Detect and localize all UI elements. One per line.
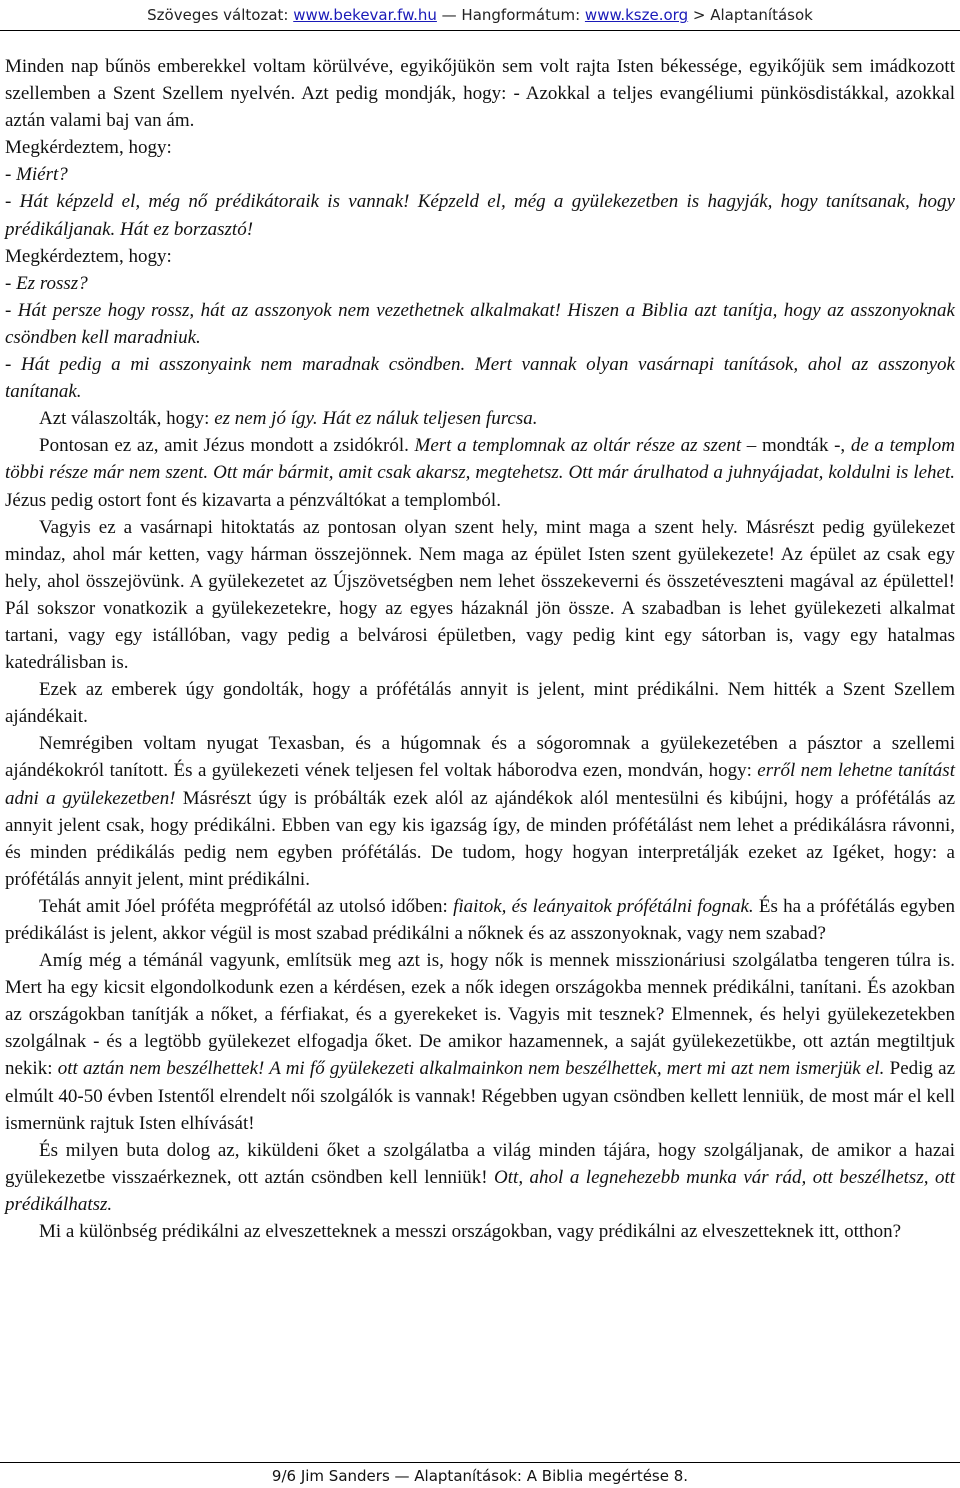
paragraph-8 xyxy=(5,1137,955,1218)
paragraph-1 xyxy=(5,53,955,134)
paragraph-7-part-a: Amíg még a témánál vagyunk, említsük meg azt is, hogy nők is mennek misszionáriusi szolgálatba tengeren túlra is. Mert ha egy kicsit elgondolkodunk ezen a kérdésen, ezek a nők idegen országokba mennek prédikálni, tanítani. És azokban az országokban tanítják a nőket, a férfiakat, és a gyerekeket is. Vagyis mit tesznek? Elmennek, és helyi gyülekezetekben szolgálnak - és a legtöbb gyülekezet elfogadja őket. De amikor hazamennek, a saját gyülekezetükbe, ott aztán megtiltjuk nekik: xyxy=(5,950,955,1080)
paragraph-7-quote: ott aztán nem beszélhettek! A mi fő gyülekezeti alkalmainkon nem beszélhettek, mert mi azt nem ismerjük el. xyxy=(57,1058,885,1080)
paragraph-8-quote: Ott, ahol a legnehezebb munka vár rád, ott beszélhetsz, ott prédikálhatsz. xyxy=(5,1166,956,1215)
paragraph-9-text: Mi a különbség prédikálni az elveszetteknek a messzi országokban, vagy prédikálni az elveszetteknek itt, otthon? xyxy=(39,1221,902,1243)
document-body xyxy=(5,53,955,1245)
paragraph-7 xyxy=(5,947,955,1137)
page-header xyxy=(0,0,960,30)
paragraph-2 xyxy=(5,432,955,513)
footer-divider xyxy=(0,1462,960,1463)
dialogue-line-4 xyxy=(5,243,955,270)
paragraph-2-part-a: Pontosan ez az, amit Jézus mondott a zsidókról. xyxy=(39,435,415,457)
paragraph-5-quote: erről nem lehetne tanítást adni a gyülekezetben! xyxy=(5,760,955,809)
paragraph-3-text: Vagyis ez a vasárnapi hitoktatás az pontosan olyan szent hely, mint maga a szent hely. Másrészt pedig gyülekezet mindaz, ahol már ketten, vagy hárman összejönnek. Nem maga az épület Isten szent gyülekezete! Az épület az csak egy hely, ahol összejövünk. A gyülekezetet az Újszövetségben nem lehet összekeverni és összetéveszteni magával az épülettel! Pál sokszor vonatkozik a gyülekezetekre, hogy az egyes házaknál jön össze. A szabadban is lehet gyülekezeti alkalmat tartani, vagy egy istállóban, vagy pedig a belvárosi épületben, vagy pedig kint egy sátorban is, vagy egy hatalmas katedrálisban is. xyxy=(5,516,955,674)
paragraph-5-part-a: Nemrégiben voltam nyugat Texasban, és a húgomnak és a sógoromnak a gyülekezetében a pásztor a szellemi ajándékokról tanított. És a gyülekezeti vének teljesen fel voltak háborodva ezen, mondván, hogy: xyxy=(5,733,955,782)
paragraph-4 xyxy=(5,676,955,730)
paragraph-6-quote: fiaitok, és leányaitok prófétálni fognak. xyxy=(453,895,754,917)
header-suffix: > Alaptanítások xyxy=(688,6,813,24)
paragraph-8-part-a: És milyen buta dolog az, kiküldeni őket a szolgálatba a világ minden tájára, hogy szolgáljanak, de amikor a hazai gyülekezetbe visszaérkeznek, ott aztán csöndben kell lenniük! xyxy=(5,1139,955,1188)
paragraph-2-part-d: de a templom többi része már nem szent. Ott már bármit, amit csak akarsz, megtehetsz. Ott már árulhatod a juhnyájadat, koldulni is lehet. xyxy=(5,435,956,484)
dialogue-line-2 xyxy=(5,161,955,188)
paragraph-5-part-b: Másrészt úgy is próbálták ezek alól az ajándékok alól mentesülni és kibújni, hogy a prófétálás az annyit jelent csak, hogy prédikálni. Ebben van egy kis igazság így, de minden prófétálást nem lehet a prédikálásra rávonni, és minden prédikálás pedig nem egyben prófétálás. De tudom, hogy hogyan interpretálják ezeket az Igéket, hogy: a prófétálás annyit jelent, mint prédikálni. xyxy=(5,787,956,890)
ksze-link[interactable]: www.ksze.org xyxy=(584,6,689,24)
paragraph-1-text: Minden nap bűnös emberekkel voltam körülvéve, egyikőjükön sem volt rajta Isten békessége, egyikőjük sem imádkozott szellemben a Szent Szellem nyelvén. Azt pedig mondják, hogy: - Azokkal a teljes evangéliumi pünkösdistákkal, azokkal aztán valami baj van ám. xyxy=(5,56,955,132)
dialogue-line-8 xyxy=(5,405,955,432)
paragraph-6 xyxy=(5,893,955,947)
paragraph-4-text: Ezek az emberek úgy gondolták, hogy a prófétálás annyit is jelent, mint prédikálni. Nem hitték a Szent Szellem ajándékait. xyxy=(5,679,955,728)
header-prefix: Szöveges változat: xyxy=(147,6,294,24)
dialogue-line-1-text: Megkérdeztem, hogy: xyxy=(5,137,172,159)
dialogue-line-8-quote: ez nem jó így. Hát ez náluk teljesen furcsa. xyxy=(214,408,538,430)
dialogue-line-3 xyxy=(5,188,955,242)
dialogue-line-6 xyxy=(5,297,955,351)
header-divider xyxy=(0,30,960,31)
dialogue-line-2-text: - Miért? xyxy=(5,164,68,186)
paragraph-2-part-c: mondták -, xyxy=(756,435,851,457)
dialogue-line-4-text: Megkérdeztem, hogy: xyxy=(5,245,172,267)
paragraph-6-part-b: És ha a prófétálás egyben prédikálást is jelent, akkor végül is most szabad prédikálni a nőknek és az asszonyoknak, vagy nem szabad? xyxy=(5,895,955,944)
paragraph-2-part-b: Mert a templomnak az oltár része az szent – xyxy=(414,435,757,457)
paragraph-9 xyxy=(5,1218,955,1245)
dialogue-line-5-text: - Ez rossz? xyxy=(5,272,88,294)
bekevar-link[interactable]: www.bekevar.fw.hu xyxy=(293,6,437,24)
dialogue-line-5 xyxy=(5,270,955,297)
dialogue-line-8-lead: Azt válaszolták, hogy: xyxy=(39,408,215,430)
dialogue-line-6-text: - Hát persze hogy rossz, hát az asszonyok nem vezethetnek alkalmakat! Hiszen a Biblia azt tanítja, hogy az asszonyoknak csöndben kell maradniuk. xyxy=(5,299,955,348)
paragraph-2-part-e: Jézus pedig ostort font és kizavarta a pénzváltókat a templomból. xyxy=(5,489,501,511)
header-middle: — Hangformátum: xyxy=(436,6,585,24)
dialogue-line-7 xyxy=(5,351,955,405)
page-footer: 9/6 Jim Sanders — Alaptanítások: A Biblia megértése 8. xyxy=(271,1467,689,1485)
dialogue-line-3-text: - Hát képzeld el, még nő prédikátoraik is vannak! Képzeld el, még a gyülekezetben is hagyják, hogy tanítsanak, hogy prédikáljanak. Hát ez borzasztó! xyxy=(5,191,955,240)
paragraph-7-part-b: Pedig az elmúlt 40-50 évben Istentől elrendelt női szolgálók is vannak! Régebben ugyan csöndben kellett lenniük, de most már el kell ismernünk rajtuk Isten elhívását! xyxy=(5,1058,955,1134)
dialogue-line-1 xyxy=(5,134,955,161)
paragraph-3 xyxy=(5,514,955,677)
paragraph-5 xyxy=(5,730,955,893)
paragraph-6-part-a: Tehát amit Jóel próféta megprófétál az utolsó időben: xyxy=(39,895,454,917)
dialogue-line-7-text: - Hát pedig a mi asszonyaink nem maradnak csöndben. Mert vannak olyan vasárnapi tanítások, ahol az asszonyok tanítanak. xyxy=(5,354,955,403)
